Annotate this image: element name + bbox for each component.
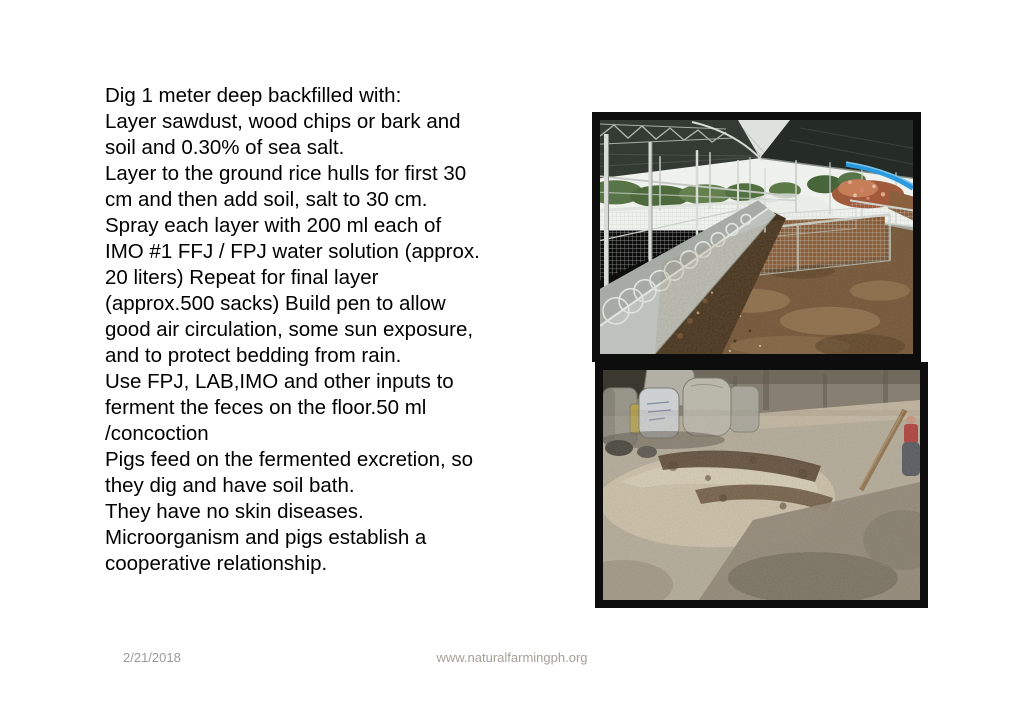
body-line: Pigs feed on the fermented excretion, so (105, 448, 474, 471)
body-line: cm and then add soil, salt to 30 cm. (105, 188, 428, 211)
photo-pig-pen-illustration (600, 120, 913, 354)
body-line: Spray each layer with 200 ml each of (105, 214, 442, 237)
body-line: IMO #1 FFJ / FPJ water solution (approx. (105, 240, 480, 263)
photo-sawdust-illustration (603, 370, 920, 600)
body-line: and to protect bedding from rain. (105, 344, 402, 367)
photo-pig-pen (592, 112, 921, 362)
body-line: cooperative relationship. (105, 552, 328, 575)
body-line: Layer sawdust, wood chips or bark and (105, 110, 461, 133)
body-line: soil and 0.30% of sea salt. (105, 136, 345, 159)
litter-grain-light (603, 416, 920, 600)
body-line: Microorganism and pigs establish a (105, 526, 427, 549)
body-line: /concoction (105, 422, 209, 445)
photo-sawdust-bedding (595, 362, 928, 608)
body-line: Dig 1 meter deep backfilled with: (105, 84, 402, 107)
body-line: They have no skin diseases. (105, 500, 364, 523)
body-line: they dig and have soil bath. (105, 474, 355, 497)
slide-date: 2/21/2018 (123, 650, 181, 665)
body-line: 20 liters) Repeat for final layer (105, 266, 379, 289)
body-line: good air circulation, some sun exposure, (105, 318, 474, 341)
body-line: (approx.500 sacks) Build pen to allow (105, 292, 446, 315)
slide-body-text (105, 83, 545, 577)
body-line: Layer to the ground rice hulls for first 30 (105, 162, 467, 185)
footer-url: www.naturalfarmingph.org (436, 650, 588, 665)
body-line: Use FPJ, LAB,IMO and other inputs to (105, 370, 454, 393)
body-line: ferment the feces on the floor.50 ml (105, 396, 427, 419)
